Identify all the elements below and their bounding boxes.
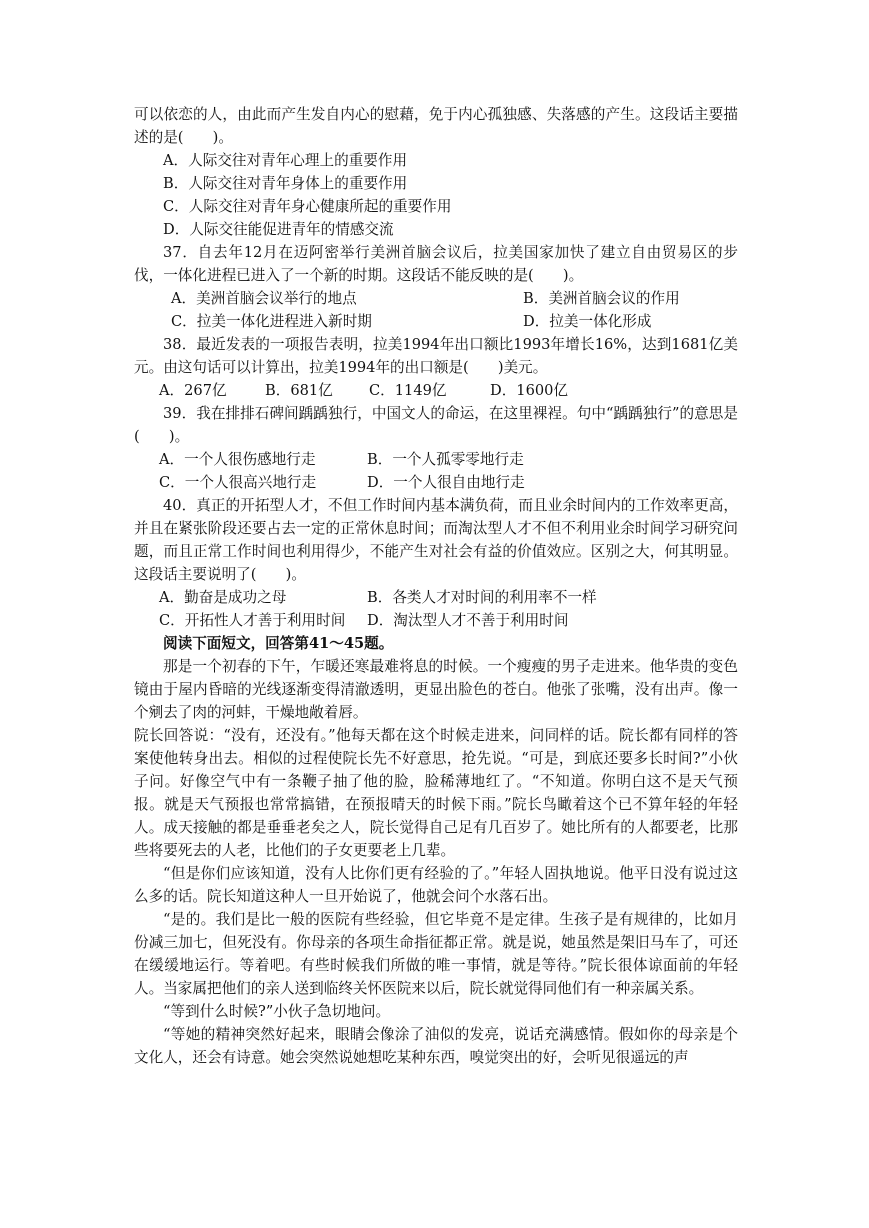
q38-option-b: B．681亿 — [265, 382, 333, 399]
q36-option-c: C．人际交往对青年身心健康所起的重要作用 — [163, 198, 452, 215]
q39-options-row-1 — [134, 448, 738, 471]
q37-options-row-1 — [134, 287, 738, 310]
q37-option-a: A．美洲首脑会议举行的地点 — [171, 290, 357, 307]
passage-paragraph-1: 那是一个初春的下午，乍暖还寒最难将息的时候。一个瘦瘦的男子走进来。他华贵的变色镜由于屋内昏暗的光线逐渐变得清澈透明，更显出脸色的苍白。他张了张嘴，没有出声。像一个剜去了肉的河蚌，干燥地敞着唇。 — [134, 658, 738, 721]
q39-option-c: C．一个人很高兴地行走 — [159, 474, 317, 491]
q37-options-row-2 — [134, 310, 738, 333]
q39-option-d: D．一个人很自由地行走 — [367, 474, 525, 491]
q40-option-d: D．淘汰型人才不善于利用时间 — [367, 612, 569, 629]
q38-option-a: A．267亿 — [159, 382, 227, 399]
q40-options-row-2 — [134, 609, 738, 632]
passage-paragraph-3: “但是你们应该知道，没有人比你们更有经验的了。”年轻人固执地说。他平日没有说过这么多的话。院长知道这种人一旦开始说了，他就会问个水落石出。 — [134, 865, 738, 905]
q37-option-d: D．拉美一体化形成 — [523, 313, 652, 330]
q37-option-b: B．美洲首脑会议的作用 — [523, 290, 680, 307]
q39-options-row-2 — [134, 471, 738, 494]
q39-option-a: A．一个人很伤感地行走 — [159, 451, 316, 468]
passage-paragraph-2: 院长回答说：“没有，还没有。”他每天都在这个时候走进来，问同样的话。院长都有同样的答案使他转身出去。相似的过程使院长先不好意思，抢先说。“可是，到底还要多长时间?”小伙子问。好像空气中有一条鞭子抽了他的脸，脸稀薄地红了。“不知道。你明白这不是天气预报。就是天气预报也常常搞错，在预报晴天的时候下雨。”院长鸟瞰着这个已不算年轻的年轻人。成天接触的都是垂垂老矣之人，院长觉得自己足有几百岁了。她比所有的人都要老，比那些将要死去的人老，比他们的子女更要老上几辈。 — [134, 727, 738, 859]
q39-option-b: B．一个人孤零零地行走 — [367, 451, 524, 468]
q36-option-b: B．人际交往对青年身体上的重要作用 — [163, 175, 408, 192]
reading-section-heading: 阅读下面短文，回答第41～45题。 — [163, 635, 394, 652]
q36-option-a: A．人际交往对青年心理上的重要作用 — [163, 152, 408, 169]
q40-option-b: B．各类人才对时间的利用率不一样 — [367, 589, 597, 606]
q38-option-c: C．1149亿 — [369, 382, 447, 399]
q38-options-row — [134, 379, 738, 402]
question-40: 40．真正的开拓型人才，不但工作时间内基本满负荷，而且业余时间内的工作效率更高，并且在紧张阶段还要占去一定的正常休息时间；而淘汰型人才不但不利用业余时间学习研究问题，而且正常工作时间也利用得少，不能产生对社会有益的价值效应。区别之大，何其明显。这段话主要说明了( )。 — [134, 497, 738, 583]
q37-option-c: C．拉美一体化进程进入新时期 — [171, 313, 372, 330]
paragraph-36-continuation: 可以依恋的人，由此而产生发自内心的慰藉，免于内心孤独感、失落感的产生。这段话主要描述的是( )。 — [134, 106, 738, 146]
passage-paragraph-5: “等到什么时候?”小伙子急切地问。 — [163, 1003, 391, 1020]
q38-option-d: D．1600亿 — [490, 382, 569, 399]
q40-option-a: A．勤奋是成功之母 — [159, 589, 287, 606]
passage-paragraph-6: “等她的精神突然好起来，眼睛会像涂了油似的发亮，说话充满感情。假如你的母亲是个文化人，还会有诗意。她会突然说她想吃某种东西，嗅觉突出的好，会听见很遥远的声 — [134, 1026, 738, 1066]
question-38: 38．最近发表的一项报告表明，拉美1994年出口额比1993年增长16%，达到1681亿美元。由这句话可以计算出，拉美1994年的出口额是( )美元。 — [134, 336, 738, 376]
question-37: 37．自去年12月在迈阿密举行美洲首脑会议后，拉美国家加快了建立自由贸易区的步伐，一体化进程已进入了一个新的时期。这段话不能反映的是( )。 — [134, 244, 738, 284]
q40-options-row-1 — [134, 586, 738, 609]
passage-paragraph-4: “是的。我们是比一般的医院有些经验，但它毕竟不是定律。生孩子是有规律的，比如月份减三加七，但死没有。你母亲的各项生命指征都正常。就是说，她虽然是架旧马车了，可还在缓缓地运行。等着吧。有些时候我们所做的唯一事情，就是等待。”院长很体谅面前的年轻人。当家属把他们的亲人送到临终关怀医院来以后，院长就觉得同他们有一种亲属关系。 — [134, 911, 738, 997]
document-body — [134, 103, 738, 1069]
q36-option-d: D．人际交往能促进青年的情感交流 — [163, 221, 394, 238]
q40-option-c: C．开拓性人才善于利用时间 — [159, 612, 346, 629]
question-39: 39．我在排排石碑间踽踽独行，中国文人的命运，在这里裸裎。句中“踽踽独行”的意思是( )。 — [134, 405, 738, 445]
